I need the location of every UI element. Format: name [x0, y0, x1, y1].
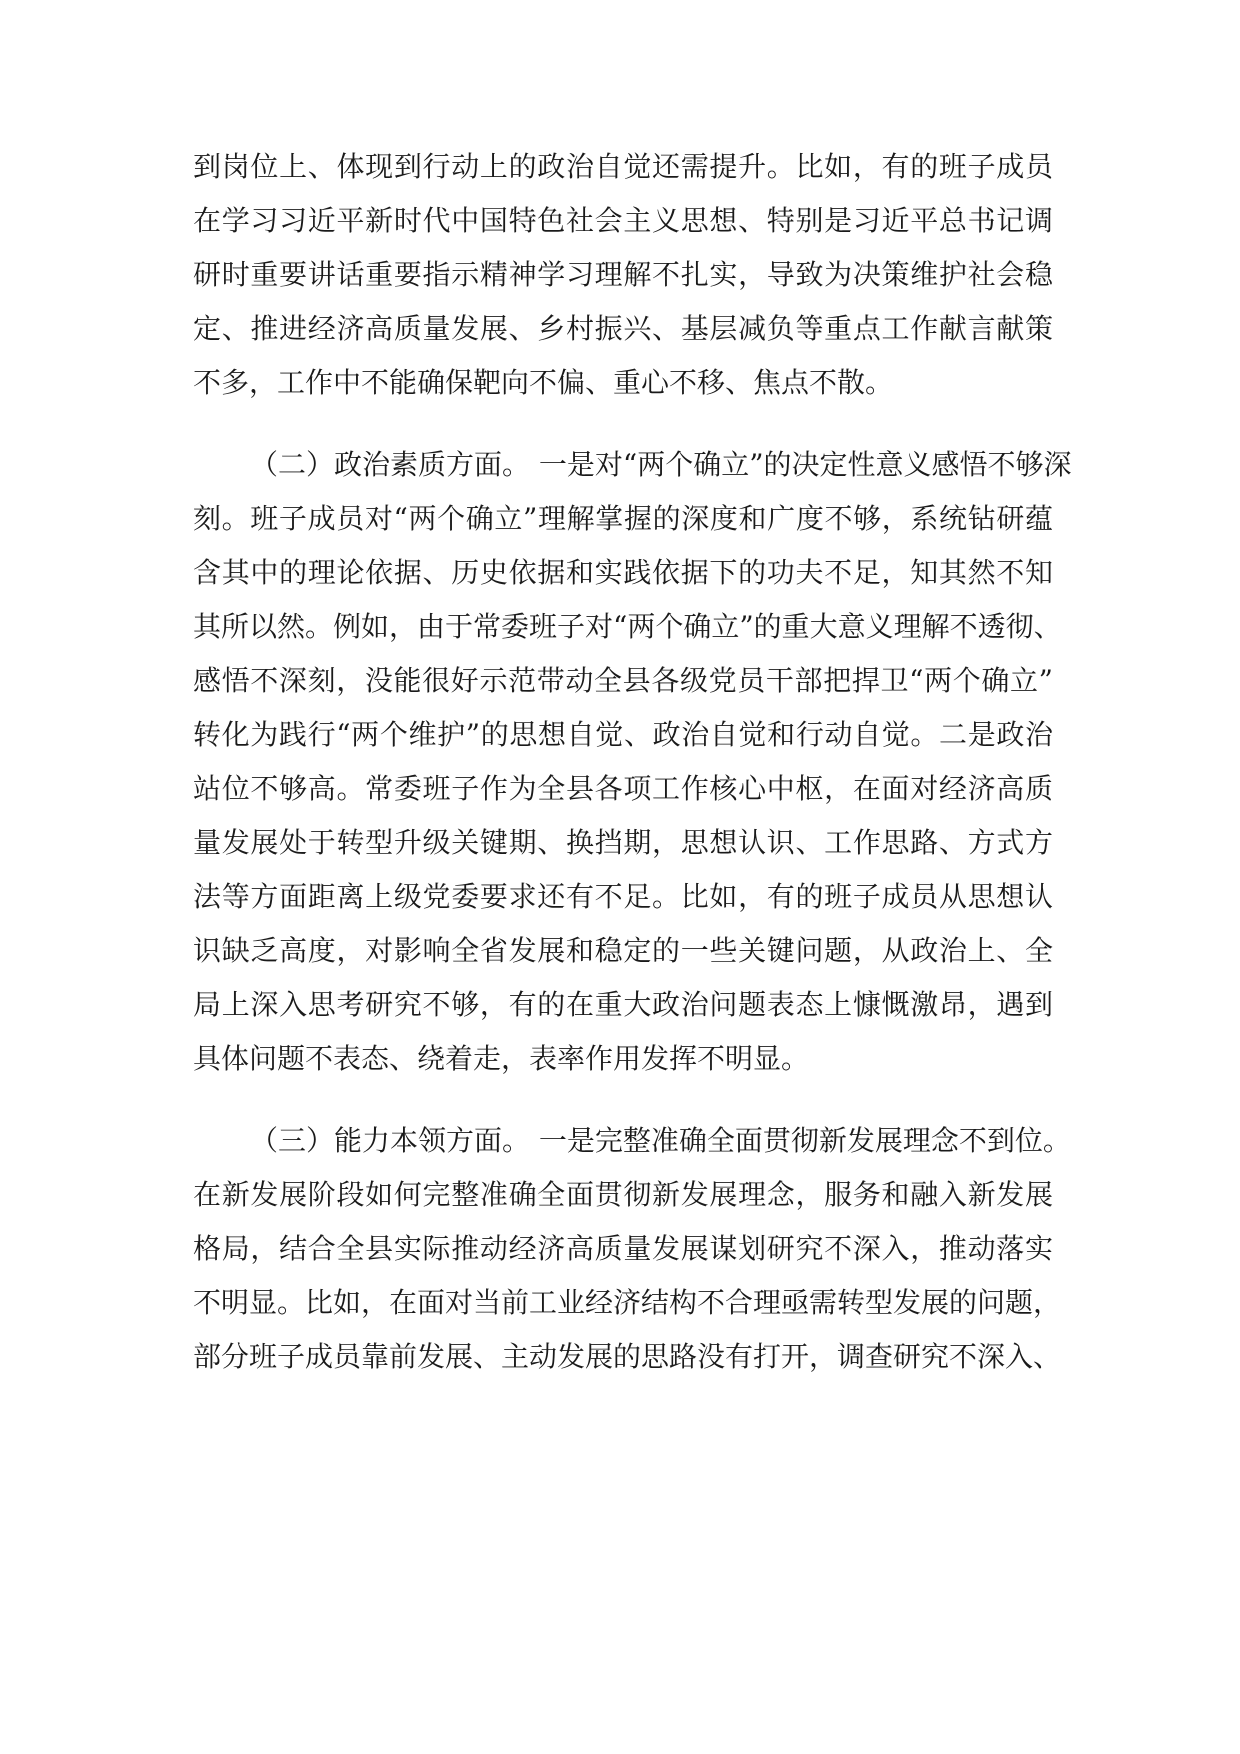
paragraph-line: 识缺乏高度，对影响全省发展和稳定的一些关键问题，从政治上、全 [193, 934, 1053, 967]
paragraph-line: 不多，工作中不能确保靶向不偏、重心不移、焦点不散。 [193, 366, 894, 399]
paragraph-line: 转化为践行“两个维护”的思想自觉、政治自觉和行动自觉。二是政治 [193, 718, 1053, 751]
paragraph-line: 在学习习近平新时代中国特色社会主义思想、特别是习近平总书记调 [193, 204, 1053, 237]
paragraph-line: 法等方面距离上级党委要求还有不足。比如，有的班子成员从思想认 [193, 880, 1053, 913]
paragraph-line: 局上深入思考研究不够，有的在重大政治问题表态上慷慨激昂，遇到 [193, 988, 1053, 1021]
section-heading-line: （三）能力本领方面。 一是完整准确全面贯彻新发展理念不到位。 [250, 1124, 1071, 1157]
paragraph-line: 具体问题不表态、绕着走，表率作用发挥不明显。 [193, 1042, 810, 1075]
paragraph-line: 在新发展阶段如何完整准确全面贯彻新发展理念，服务和融入新发展 [193, 1178, 1053, 1211]
paragraph-line: 格局，结合全县实际推动经济高质量发展谋划研究不深入，推动落实 [193, 1232, 1053, 1265]
paragraph-line: 部分班子成员靠前发展、主动发展的思路没有打开，调查研究不深入、 [193, 1340, 1062, 1373]
paragraph-line: 量发展处于转型升级关键期、换挡期，思想认识、工作思路、方式方 [193, 826, 1053, 859]
section-heading-line: （二）政治素质方面。 一是对“两个确立”的决定性意义感悟不够深 [250, 448, 1072, 481]
paragraph-line: 不明显。比如，在面对当前工业经济结构不合理亟需转型发展的问题， [193, 1286, 1062, 1319]
paragraph-line: 到岗位上、体现到行动上的政治自觉还需提升。比如，有的班子成员 [193, 150, 1053, 183]
paragraph-line: 其所以然。例如，由于常委班子对“两个确立”的重大意义理解不透彻、 [193, 610, 1062, 643]
paragraph-line: 定、推进经济高质量发展、乡村振兴、基层减负等重点工作献言献策 [193, 312, 1053, 345]
paragraph-line: 站位不够高。常委班子作为全县各项工作核心中枢，在面对经济高质 [193, 772, 1053, 805]
paragraph-line: 研时重要讲话重要指示精神学习理解不扎实，导致为决策维护社会稳 [193, 258, 1053, 291]
paragraph-line: 感悟不深刻，没能很好示范带动全县各级党员干部把捍卫“两个确立” [193, 664, 1053, 697]
paragraph-line: 含其中的理论依据、历史依据和实践依据下的功夫不足，知其然不知 [193, 556, 1053, 589]
paragraph-line: 刻。班子成员对“两个确立”理解掌握的深度和广度不够，系统钻研蕴 [193, 502, 1053, 535]
